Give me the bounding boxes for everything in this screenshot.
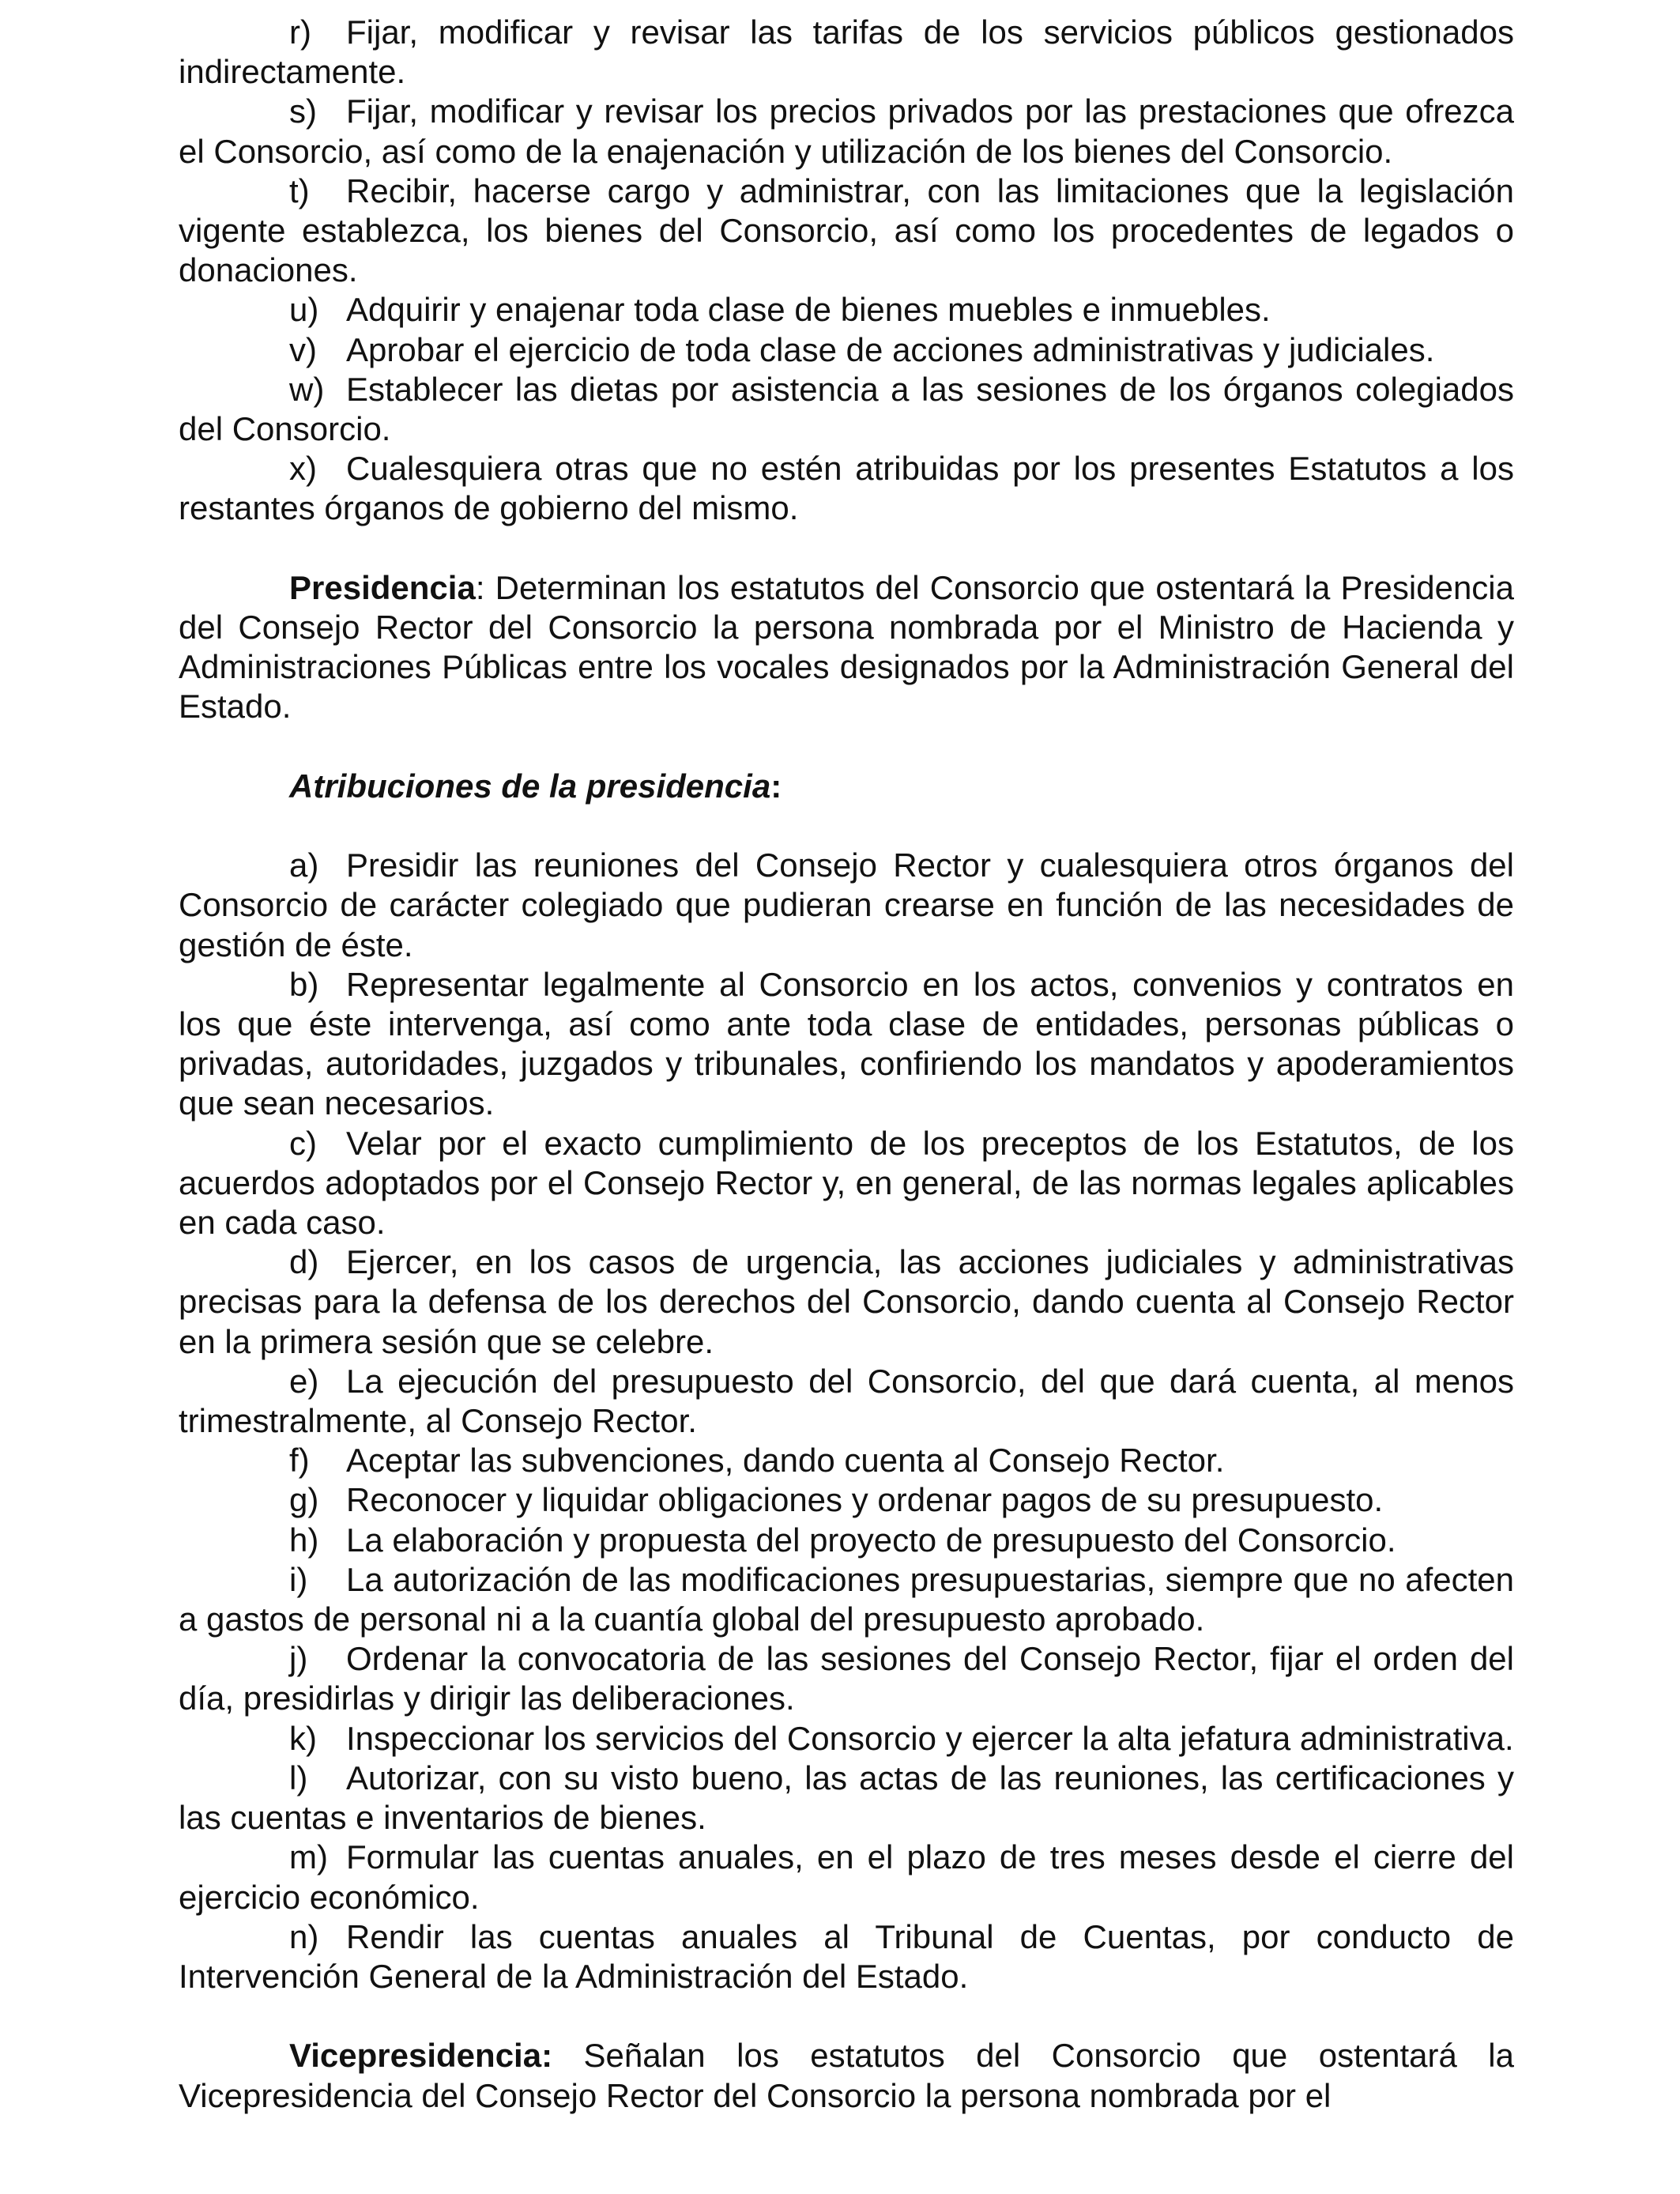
presidencia-text: : Determinan los estatutos del Consorcio que ostentará la Presidencia del Consejo Rector del Consorcio la persona nombrada por el Ministro de Hacienda y Administraciones Públicas entre los vocales designados por la Administración General del Estado.: [179, 568, 1514, 726]
list-marker: x): [289, 450, 317, 488]
list-item-text: Cualesquiera otras que no estén atribuidas por los presentes Estatutos a los restantes órganos de gobierno del mismo.: [179, 450, 1514, 527]
list-marker: h): [289, 1521, 319, 1559]
presidencia-label: Presidencia: [289, 568, 476, 606]
list-item-text: Adquirir y enajenar toda clase de bienes muebles e inmuebles.: [346, 291, 1271, 329]
list-item-e: [179, 1362, 1514, 1441]
atribuciones-heading-colon: :: [770, 767, 782, 805]
list-item-text: Autorizar, con su visto bueno, las actas de las reuniones, las certificaciones y las cuentas e inventarios de bienes.: [179, 1759, 1514, 1837]
list-marker: c): [289, 1124, 317, 1162]
document-page: [179, 13, 1514, 2116]
list-item-text: Rendir las cuentas anuales al Tribunal de Cuentas, por conducto de Intervención General de la Administración del Estado.: [179, 1917, 1514, 1995]
list-item-f: [179, 1441, 1514, 1480]
list-item-b: [179, 965, 1514, 1124]
list-item-text: Aprobar el ejercicio de toda clase de acciones administrativas y judiciales.: [346, 330, 1435, 368]
list-item-d: [179, 1242, 1514, 1362]
list-item-x: [179, 449, 1514, 528]
list-item-text: Reconocer y liquidar obligaciones y ordenar pagos de su presupuesto.: [346, 1481, 1384, 1519]
list-item-m: [179, 1838, 1514, 1917]
list-marker: l): [289, 1759, 308, 1796]
list-item-h: [179, 1521, 1514, 1560]
list-item-text: Recibir, hacerse cargo y administrar, con las limitaciones que la legislación vigente establezca, los bienes del Consorcio, así como los procedentes de legados o donaciones.: [179, 172, 1514, 289]
list-marker: j): [289, 1640, 308, 1678]
list-item-text: La ejecución del presupuesto del Consorcio, del que dará cuenta, al menos trimestralmente, al Consejo Rector.: [179, 1362, 1514, 1440]
list-item-text: Ejercer, en los casos de urgencia, las acciones judiciales y administrativas precisas para la defensa de los derechos del Consorcio, dando cuenta al Consejo Rector en la primera sesión que se celebre.: [179, 1243, 1514, 1360]
list-item-g: [179, 1480, 1514, 1520]
list-item-text: Ordenar la convocatoria de las sesiones del Consejo Rector, fijar el orden del día, presidirlas y dirigir las deliberaciones.: [179, 1640, 1514, 1717]
paragraph-gap: [179, 1996, 1514, 2036]
list-item-text: Fijar, modificar y revisar las tarifas de los servicios públicos gestionados indirectamente.: [179, 13, 1514, 91]
list-marker: e): [289, 1362, 319, 1400]
list-marker: k): [289, 1719, 317, 1757]
list-item-text: Establecer las dietas por asistencia a las sesiones de los órganos colegiados del Consorcio.: [179, 370, 1514, 448]
list-item-n: [179, 1917, 1514, 1996]
list-item-text: Formular las cuentas anuales, en el plazo de tres meses desde el cierre del ejercicio económico.: [179, 1838, 1514, 1916]
list-item-j: [179, 1639, 1514, 1718]
list-item-w: [179, 370, 1514, 449]
list-item-text: Velar por el exacto cumplimiento de los preceptos de los Estatutos, de los acuerdos adoptados por el Consejo Rector y, en general, de las normas legales aplicables en cada caso.: [179, 1124, 1514, 1242]
atribuciones-heading-label: Atribuciones de la presidencia: [289, 767, 771, 805]
list-item-v: [179, 330, 1514, 370]
list-item-s: [179, 92, 1514, 171]
list-item-l: [179, 1759, 1514, 1838]
paragraph-gap: [179, 727, 1514, 767]
list-marker: f): [289, 1442, 310, 1480]
list-item-text: Representar legalmente al Consorcio en los actos, convenios y contratos en los que éste intervenga, así como ante toda clase de entidades, personas públicas o privadas, autoridades, juzgados y tribunales, confiriendo los mandatos y apoderamientos que sean necesarios.: [179, 965, 1514, 1122]
list-item-u: [179, 290, 1514, 330]
list-marker: v): [289, 330, 317, 368]
list-item-text: La autorización de las modificaciones presupuestarias, siempre que no afecten a gastos de personal ni a la cuantía global del presupuesto aprobado.: [179, 1560, 1514, 1638]
list-item-text: Inspeccionar los servicios del Consorcio y ejercer la alta jefatura administrativa.: [346, 1719, 1514, 1757]
presidencia-list: [179, 846, 1514, 1996]
presidencia-paragraph: [179, 568, 1514, 727]
list-marker: b): [289, 965, 319, 1003]
list-marker: a): [289, 846, 319, 884]
vicepresidencia-paragraph: [179, 2036, 1514, 2115]
list-marker: m): [289, 1838, 328, 1876]
vicepresidencia-label: Vicepresidencia:: [289, 2037, 553, 2075]
paragraph-gap: [179, 806, 1514, 846]
list-item-text: Presidir las reuniones del Consejo Rector y cualesquiera otros órganos del Consorcio de carácter colegiado que pudieran crearse en función de las necesidades de gestión de éste.: [179, 846, 1514, 963]
paragraph-gap: [179, 529, 1514, 568]
list-item-a: [179, 846, 1514, 965]
consejo-list: [179, 13, 1514, 529]
list-marker: r): [289, 13, 311, 51]
list-marker: i): [289, 1560, 308, 1598]
list-item-i: [179, 1560, 1514, 1639]
list-marker: w): [289, 370, 325, 408]
list-item-text: Aceptar las subvenciones, dando cuenta al Consejo Rector.: [346, 1442, 1225, 1480]
list-marker: t): [289, 172, 310, 209]
atribuciones-heading: [179, 767, 1514, 806]
list-marker: d): [289, 1243, 319, 1281]
vicepresidencia-text: Señalan los estatutos del Consorcio que ostentará la Vicepresidencia del Consejo Rector del Consorcio la persona nombrada por el: [179, 2037, 1514, 2114]
list-item-t: [179, 172, 1514, 291]
list-item-text: Fijar, modificar y revisar los precios privados por las prestaciones que ofrezca el Consorcio, así como de la enajenación y utilización de los bienes del Consorcio.: [179, 92, 1514, 170]
list-item-text: La elaboración y propuesta del proyecto de presupuesto del Consorcio.: [346, 1521, 1396, 1559]
list-marker: n): [289, 1917, 319, 1955]
list-item-k: [179, 1719, 1514, 1759]
list-marker: s): [289, 92, 317, 130]
list-item-c: [179, 1124, 1514, 1243]
list-marker: u): [289, 291, 319, 329]
list-item-r: [179, 13, 1514, 92]
list-marker: g): [289, 1481, 319, 1519]
